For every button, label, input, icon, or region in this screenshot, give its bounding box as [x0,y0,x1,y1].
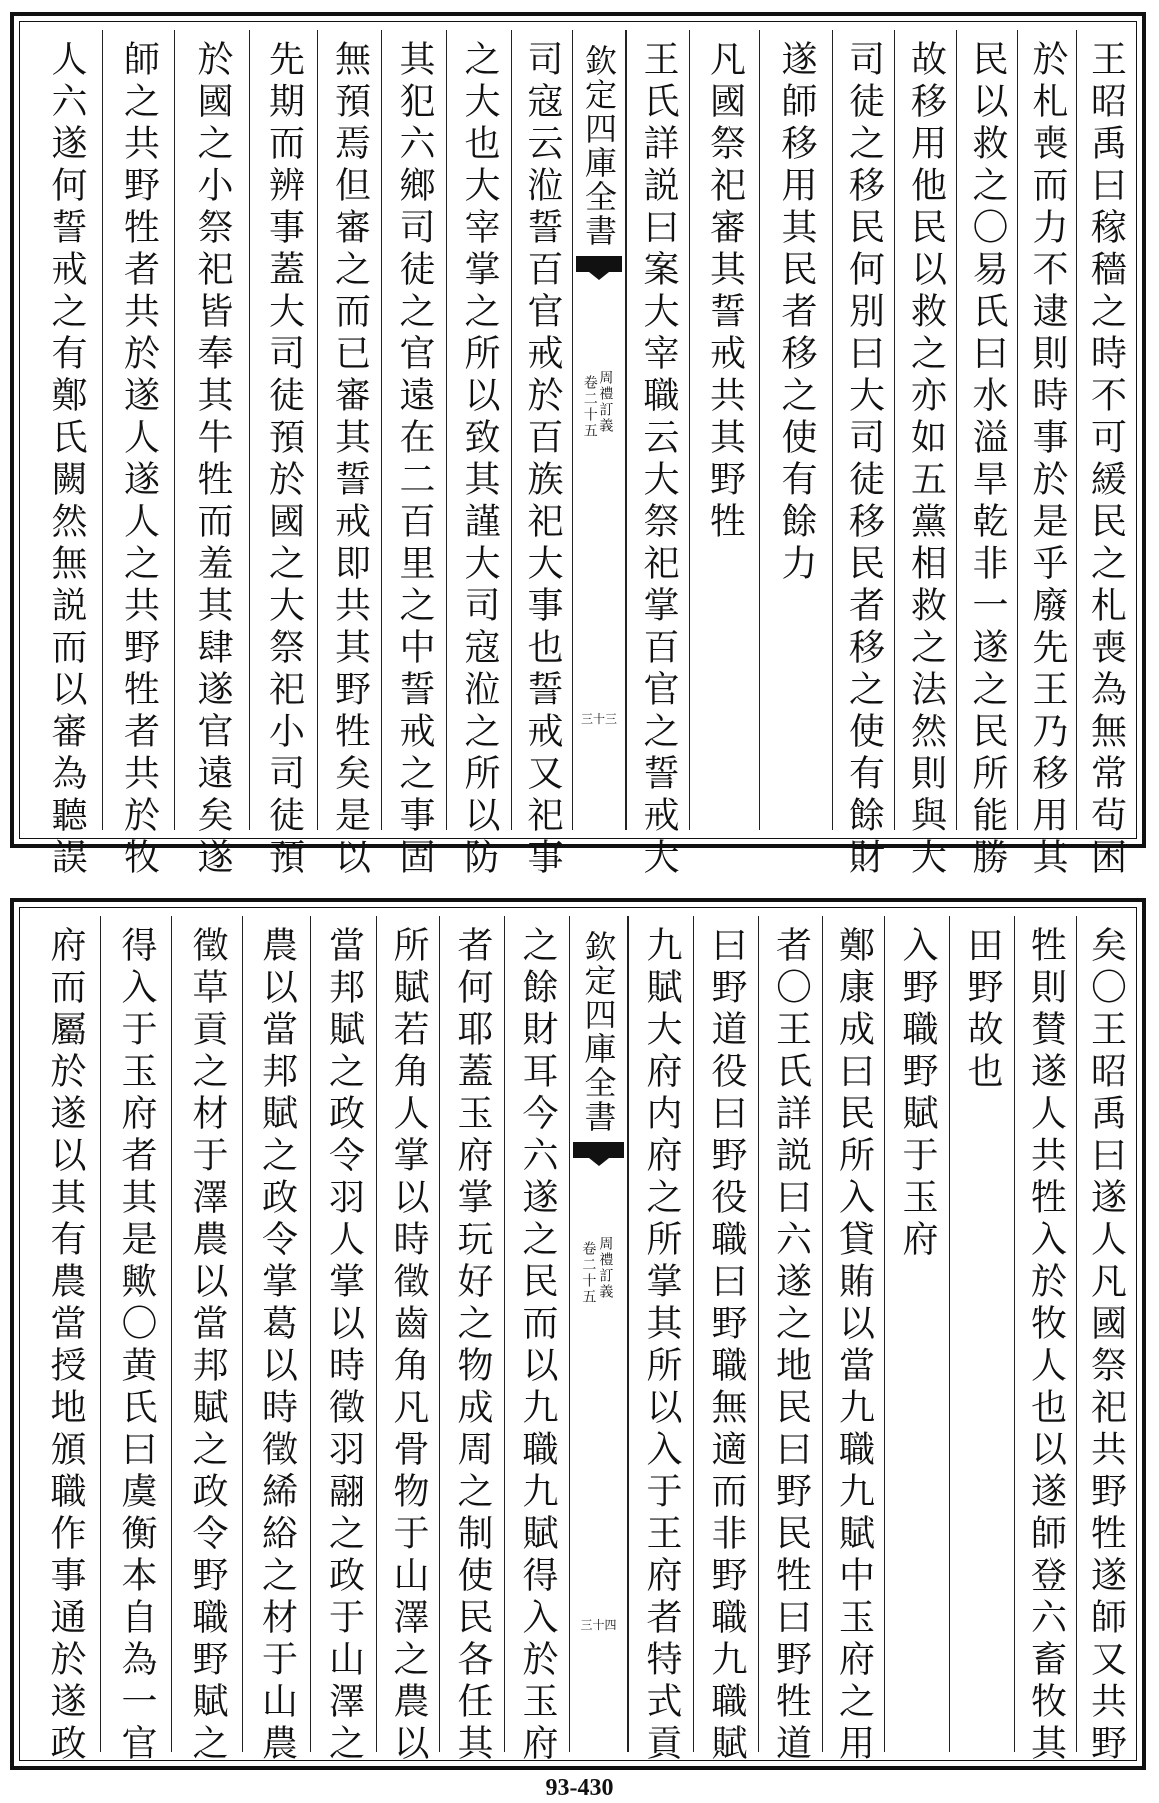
text-column [1076,30,1134,880]
column-text: 其犯六鄉司徒之官遠在二百里之中誓戒之事固 [394,40,435,880]
text-column [949,916,1014,1752]
text-column [758,916,822,1766]
text-column [956,30,1017,880]
text-column [310,916,376,1766]
column-text: 人六遂何誓戒之有鄭氏闕然無説而以審為聽誤 [46,40,87,880]
column-text: 九賦大府内府之所掌其所以入于王府者特式貢 [641,926,682,1766]
column-text: 無預焉但審之而已審其誓戒即共其野牲矣是以 [329,40,371,880]
center-gutter [569,916,628,1752]
column-text: 王氏詳説曰案大宰職云大祭祀掌百官之誓戒大 [638,40,679,880]
text-column [511,30,572,880]
column-text: 矣〇王昭禹曰遂人凡國祭祀共野牲遂師又共野 [1085,926,1127,1766]
column-text: 師之共野牲者共於遂人遂人之共野牲者共於牧 [118,40,160,880]
text-column [1076,916,1134,1766]
column-text: 先期而辨事蓋大司徒預於國之大祭祀小司徒預 [263,40,305,880]
column-text: 鄭康成曰民所入貸賄以當九職九賦中玉府之用 [833,926,875,1766]
column-text: 者〇王氏詳説曰六遂之地民曰野民牲曰野牲道 [770,926,812,1766]
gutter-volume: 卷二十五 [581,375,598,439]
text-column [171,916,242,1766]
gutter-page-number: 三十四 [580,1618,617,1632]
column-text: 司寇云涖誓百官戒於百族祀大事也誓戒又祀事 [522,40,563,880]
column-text: 遂師移用其民者移之使有餘力 [776,40,817,586]
fish-tail-mark [573,1142,624,1158]
gutter-volume: 卷二十五 [580,1241,597,1305]
text-column [628,916,693,1766]
page-footer-number: 93-430 [545,1775,614,1801]
column-text: 於札喪而力不逮則時事於是乎廢先王乃移用其 [1027,40,1068,880]
fish-tail-mark [576,256,622,272]
column-text: 所賦若角人掌以時徵齒角凡骨物于山澤之農以 [388,926,429,1766]
column-text: 故移用他民以救之亦如五黨相救之法然則與大 [905,40,947,880]
column-text: 田野故也 [962,926,1003,1094]
text-column [439,916,504,1766]
text-column [504,916,569,1766]
top-page [10,12,1146,880]
text-column [100,916,171,1766]
column-text: 民以救之〇易氏曰水溢旱乾非一遂之民所能勝 [967,40,1008,880]
column-text: 農以當邦賦之政令掌葛以時徵絺綌之材于山農 [256,926,298,1766]
column-text: 牲則賛遂人共牲入於牧人也以遂師登六畜牧其 [1025,926,1067,1766]
column-text: 王昭禹曰稼穡之時不可緩民之札喪為無常茍困 [1085,40,1127,880]
column-text: 入野職野賦于玉府 [897,926,938,1262]
text-column [689,30,759,830]
text-column [317,30,381,880]
text-column [30,30,102,880]
gutter-page-number: 三十三 [580,712,618,726]
gutter-title: 欽定四庫全書 [579,930,618,1134]
center-gutter [572,30,626,830]
column-text: 者何耶蓋玉府掌玩好之物成周之制使民各任其 [452,926,493,1766]
gutter-book-name: 周禮訂義 [597,370,614,434]
text-column [30,916,100,1766]
text-column [249,30,317,880]
bottom-page [10,898,1146,1770]
column-text: 徵草貢之材于澤農以當邦賦之政令野職野賦之 [187,926,228,1766]
text-column [894,30,956,880]
gutter-title: 欽定四庫全書 [580,44,618,248]
column-text: 得入于玉府者其是歟〇黄氏曰虞衡本自為一官 [116,926,157,1766]
text-column [693,916,758,1766]
column-text: 凡國祭祀審其誓戒共其野牲 [704,40,746,544]
text-column [884,916,949,1752]
text-column [446,30,511,880]
text-column [759,30,832,830]
column-text: 於國之小祭祀皆奉其牛牲而羞其肆遂官遠矣遂 [192,40,233,880]
text-column [242,916,310,1766]
text-column [1017,30,1076,880]
column-text: 之大也大宰掌之所以致其謹大司寇涖之所以防 [459,40,500,880]
column-text: 曰野道役曰野役職曰野職無適而非野職九職賦 [706,926,747,1766]
gutter-book-name: 周禮訂義 [597,1236,614,1300]
text-column [626,30,689,880]
column-text: 司徒之移民何別曰大司徒移民者移之使有餘財 [843,40,885,880]
text-column [102,30,174,880]
text-column [1014,916,1076,1766]
text-column [174,30,249,880]
text-column [376,916,439,1766]
column-text: 當邦賦之政令羽人掌以時徵羽翮之政于山澤之 [323,926,365,1766]
column-text: 府而屬於遂以其有農當授地頒職作事通於遂政 [45,926,86,1766]
column-text: 之餘財耳今六遂之民而以九職九賦得入於玉府 [517,926,558,1766]
text-column [381,30,446,880]
text-column [832,30,894,880]
text-column [822,916,884,1766]
